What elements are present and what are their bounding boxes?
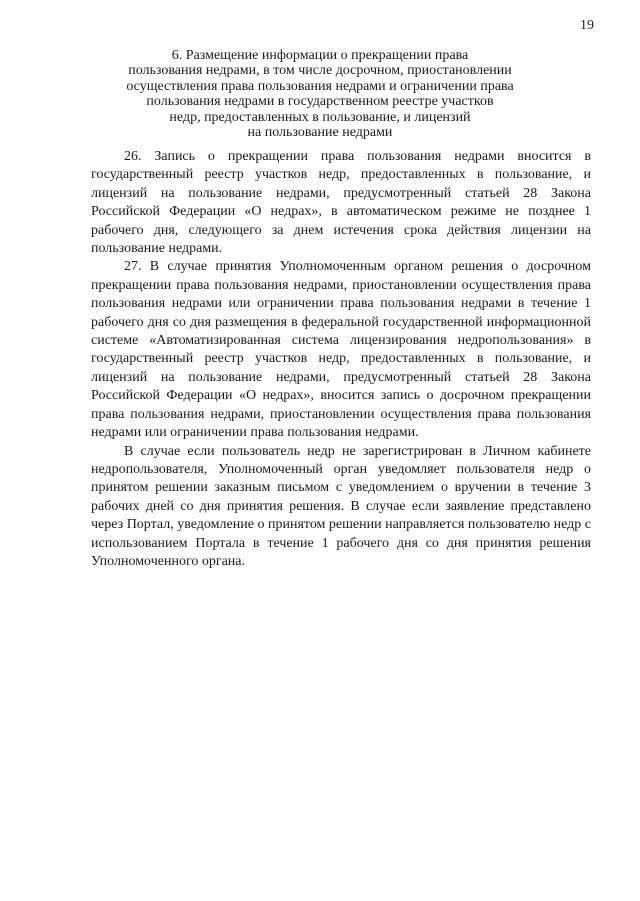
section-title-line: пользования недрами в государственном реестре участков (146, 94, 494, 110)
section-title-line: 6. Размещение информации о прекращении права (171, 48, 469, 63)
section-title-line: недр, предоставленных в пользование, и лицензий (169, 109, 471, 125)
section-title-line: на пользование недрами (247, 125, 393, 141)
body-text (91, 148, 591, 571)
paragraph-27-notice: В случае если пользователь недр не зарегистрирован в Личном кабинете недропользователя, Уполномоченный орган уведомляет пользователя недр о принятом решении заказным письмом с уведомлением о вручении в течение 3 рабочих дней со дня принятия решения. В случае если заявление представлено через Портал, уведомление о принятом решении направляется пользователю недр с использованием Портала в течение 1 рабочего дня со дня принятия решения Уполномоченного органа. (91, 443, 591, 569)
paragraph-26: 26. Запись о прекращении права пользования недрами вносится в государственный реестр участков недр, предоставленных в пользование, и лицензий на пользование недрами, предусмотренный статьей 28 Закона Российской Федерации «О недрах», в автоматическом режиме не позднее 1 рабочего дня, следующего за днем истечения срока действия лицензии на пользование недрами. (91, 149, 591, 257)
section-title (110, 48, 530, 140)
paragraph-27: 27. В случае принятия Уполномоченным органом решения о досрочном прекращении права пользования недрами, приостановлении осуществления права пользования недрами или ограничении права пользования недрами в течение 1 рабочего дня со дня размещения в федеральной государственной информационной системе «Автоматизированная система лицензирования недропользования» в государственный реестр участков недр, предоставленных в пользование, и лицензий на пользование недрами, предусмотренный статьей 28 Закона Российской Федерации «О недрах», вносится запись о досрочном прекращении права пользования недрами, приостановлении осуществления права пользования недрами или ограничении права пользования недрами. (91, 259, 591, 441)
section-title-line: осуществления права пользования недрами и ограничении права (126, 78, 514, 94)
section-title-line: пользования недрами, в том числе досрочном, приостановлении (128, 63, 512, 79)
page-number: 19 (580, 18, 594, 33)
